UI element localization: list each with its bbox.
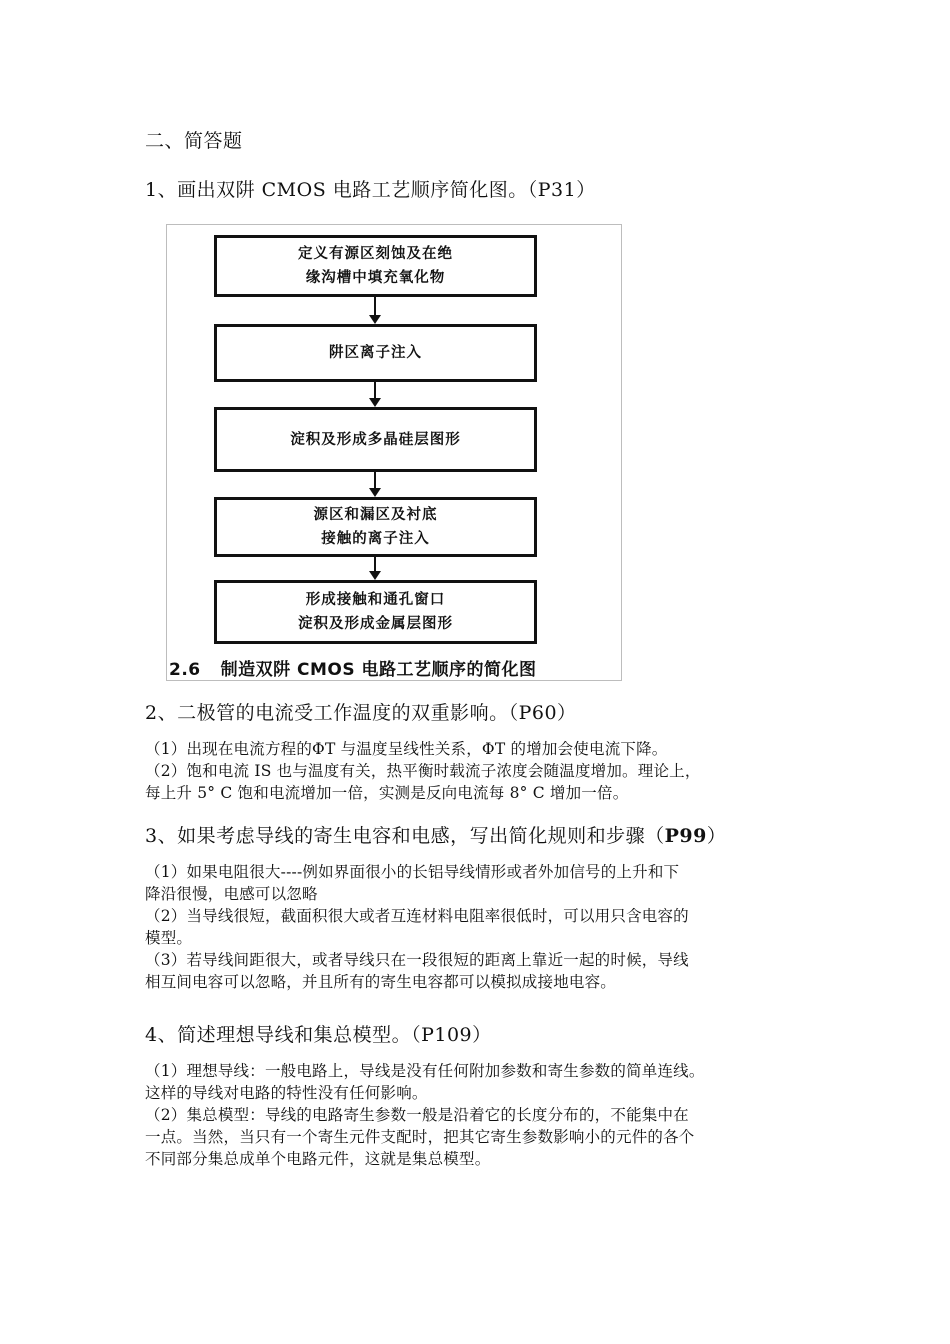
- q4-line-3: （2）集总模型：导线的电路寄生参数一般是沿着它的长度分布的，不能集中在: [145, 1106, 689, 1124]
- q4-line-1: （1）理想导线：一般电路上，导线是没有任何附加参数和寄生参数的简单连线。: [145, 1062, 705, 1080]
- flow-arrow-4: [374, 557, 376, 571]
- section-title: 二、简答题: [145, 130, 243, 152]
- question-3-title-page: P99: [664, 825, 707, 847]
- flow-arrow-3: [374, 472, 376, 488]
- flow-step-1: [214, 235, 537, 297]
- flow-step-4: [214, 497, 537, 557]
- flow-step-5-line-1: 形成接触和通孔窗口: [305, 592, 446, 608]
- question-4-answer: [145, 1060, 820, 1170]
- q4-line-5: 不同部分集总成单个电路元件，这就是集总模型。: [145, 1150, 491, 1168]
- flow-step-5: [214, 580, 537, 644]
- q3-line-2: 降沿很慢，电感可以忽略: [145, 885, 318, 903]
- flow-arrow-2-head: [369, 398, 381, 407]
- question-3-title-main: 3、如果考虑导线的寄生电容和电感，写出简化规则和步骤（: [145, 825, 665, 847]
- flow-step-2-line-1: 阱区离子注入: [329, 345, 422, 361]
- flow-step-3: [214, 407, 537, 472]
- figure-caption: [169, 655, 537, 680]
- flow-step-1-line-2: 缘沟槽中填充氧化物: [305, 270, 446, 286]
- q4-line-2: 这样的导线对电路的特性没有任何影响。: [145, 1084, 428, 1102]
- q3-line-3: （2）当导线很短，截面积很大或者互连材料电阻率很低时，可以用只含电容的: [145, 907, 689, 925]
- question-2-title: 2、二极管的电流受工作温度的双重影响。（P60）: [145, 702, 577, 724]
- flow-step-1-line-1: 定义有源区刻蚀及在绝: [298, 246, 453, 262]
- flow-arrow-4-head: [369, 571, 381, 580]
- q2-line-2: （2）饱和电流 IS 也与温度有关，热平衡时载流子浓度会随温度增加。理论上，: [145, 762, 701, 780]
- q3-line-5: （3）若导线间距很大，或者导线只在一段很短的距离上靠近一起的时候，导线: [145, 951, 689, 969]
- q3-line-4: 模型。: [145, 929, 193, 947]
- flow-arrow-3-head: [369, 488, 381, 497]
- q3-line-1: （1）如果电阻很大----例如界面很小的长铝导线情形或者外加信号的上升和下: [145, 863, 680, 881]
- flow-arrow-2: [374, 382, 376, 398]
- figure-caption-number: 2.6: [169, 660, 201, 680]
- question-3-answer: [145, 861, 820, 993]
- flow-step-4-line-1: 源区和漏区及衬底: [313, 507, 438, 523]
- question-3-title-end: ）: [706, 825, 727, 847]
- flow-arrow-1: [374, 297, 376, 315]
- flow-step-3-line-1: 淀积及形成多晶硅层图形: [290, 431, 461, 448]
- cmos-process-flowchart: [166, 224, 622, 681]
- q3-line-6: 相互间电容可以忽略，并且所有的寄生电容都可以模拟成接地电容。: [145, 973, 617, 991]
- flow-arrow-1-head: [369, 315, 381, 324]
- flow-step-2: [214, 324, 537, 382]
- q2-line-3: 每上升 5° C 饱和电流增加一倍，实测是反向电流每 8° C 增加一倍。: [145, 784, 629, 802]
- q2-line-1: （1）出现在电流方程的ΦT 与温度呈线性关系，ΦT 的增加会使电流下降。: [145, 740, 668, 758]
- question-4-title: 4、简述理想导线和集总模型。（P109）: [145, 1024, 492, 1046]
- flow-step-5-line-2: 淀积及形成金属层图形: [298, 616, 453, 632]
- question-3-title: [145, 821, 726, 848]
- figure-caption-text: 制造双阱 CMOS 电路工艺顺序的简化图: [220, 660, 537, 680]
- q4-line-4: 一点。当然，当只有一个寄生元件支配时，把其它寄生参数影响小的元件的各个: [145, 1128, 695, 1146]
- flow-step-4-line-2: 接触的离子注入: [321, 531, 430, 547]
- question-2-answer: [145, 738, 820, 804]
- question-1-title: 1、画出双阱 CMOS 电路工艺顺序简化图。（P31）: [145, 179, 596, 201]
